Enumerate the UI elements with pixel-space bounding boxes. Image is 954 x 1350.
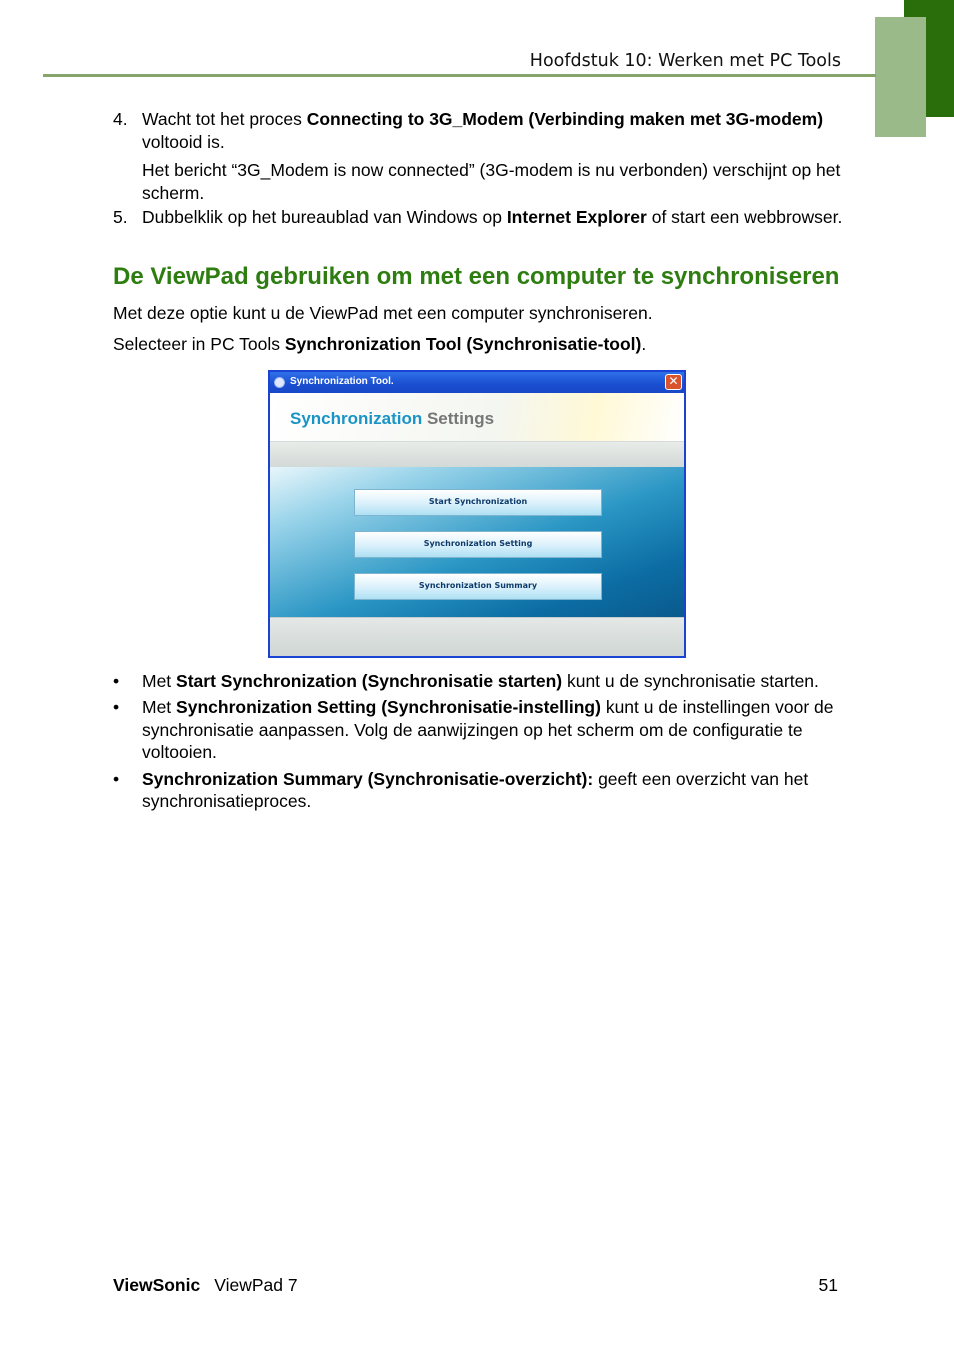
sync-tool-screenshot xyxy=(268,370,686,658)
step-number: 5. xyxy=(113,207,128,227)
section-heading: De ViewPad gebruiken om met een computer te synchroniseren xyxy=(113,262,840,290)
window-titlebar[interactable] xyxy=(270,372,684,393)
step-5-pre: Dubbelklik op het bureaublad van Windows op xyxy=(142,207,507,227)
bullet-marker: • xyxy=(113,670,120,691)
brand-name: ViewSonic xyxy=(113,1275,201,1295)
option-list xyxy=(113,670,843,813)
main-panel xyxy=(270,467,684,618)
bullet-bold: Synchronization Summary (Synchronisatie-overzicht): xyxy=(142,768,594,789)
synchronization-setting-button[interactable]: Synchronization Setting xyxy=(354,531,602,558)
step-4-post: voltooid is. xyxy=(142,131,225,152)
bullet-marker: • xyxy=(113,697,120,717)
bullet-post: kunt u de instellingen voor de synchronisatie aanpassen. Volg de aanwijzingen op het scherm om de configuratie te voltooien. xyxy=(142,697,834,762)
settings-title-part1: Synchronization xyxy=(290,408,423,428)
step-5-post: of start een webbrowser. xyxy=(646,207,843,227)
chapter-tab-light xyxy=(875,17,926,137)
window-title: Synchronization Tool. xyxy=(290,375,394,387)
step-4-message: Het bericht “3G_Modem is now connected” (3G-modem is nu verbonden) verschijnt op het scherm. xyxy=(142,160,841,203)
step-5-text xyxy=(142,206,843,229)
window-footer xyxy=(270,617,684,656)
instruction-post: . xyxy=(641,334,647,354)
settings-title-part2: Settings xyxy=(426,408,495,428)
sync-tool-window xyxy=(268,370,686,658)
page-number: 51 xyxy=(818,1275,838,1295)
list-item xyxy=(113,670,843,693)
step-5 xyxy=(113,206,843,229)
close-icon[interactable]: ✕ xyxy=(665,374,682,390)
list-item xyxy=(113,696,843,764)
step-4-bold: Connecting to 3G_Modem (Verbinding maken met 3G-modem) xyxy=(306,109,824,129)
instruction-pre: Selecteer in PC Tools xyxy=(113,334,285,354)
bullet-pre: Met xyxy=(142,697,177,717)
header-band xyxy=(270,442,684,468)
footer-brand xyxy=(113,1275,298,1296)
list-item xyxy=(113,768,843,813)
page-content xyxy=(113,108,843,813)
app-icon xyxy=(274,377,285,388)
synchronization-summary-button[interactable]: Synchronization Summary xyxy=(354,573,602,600)
start-synchronization-button[interactable]: Start Synchronization xyxy=(354,489,602,516)
settings-title xyxy=(290,408,494,431)
step-4 xyxy=(113,108,843,204)
header-divider xyxy=(43,74,876,77)
step-5-bold: Internet Explorer xyxy=(506,207,647,227)
step-4-pre: Wacht tot het proces xyxy=(142,109,307,129)
product-name: ViewPad 7 xyxy=(214,1275,298,1295)
bullet-marker: • xyxy=(113,768,120,789)
section-instruction xyxy=(113,333,843,356)
settings-header xyxy=(270,393,684,442)
bullet-bold: Start Synchronization (Synchronisatie starten) xyxy=(176,670,563,691)
bullet-post: geeft een overzicht van het synchronisatieproces. xyxy=(142,768,809,811)
bullet-pre: Met xyxy=(142,670,177,691)
section-intro: Met deze optie kunt u de ViewPad met een computer synchroniseren. xyxy=(113,302,653,323)
step-4-text xyxy=(142,108,843,153)
bullet-bold: Synchronization Setting (Synchronisatie-instelling) xyxy=(176,697,601,717)
chapter-header: Hoofdstuk 10: Werken met PC Tools xyxy=(529,51,841,71)
instruction-bold: Synchronization Tool (Synchronisatie-tool) xyxy=(284,334,642,354)
bullet-post: kunt u de synchronisatie starten. xyxy=(562,670,819,691)
step-number: 4. xyxy=(113,109,128,129)
